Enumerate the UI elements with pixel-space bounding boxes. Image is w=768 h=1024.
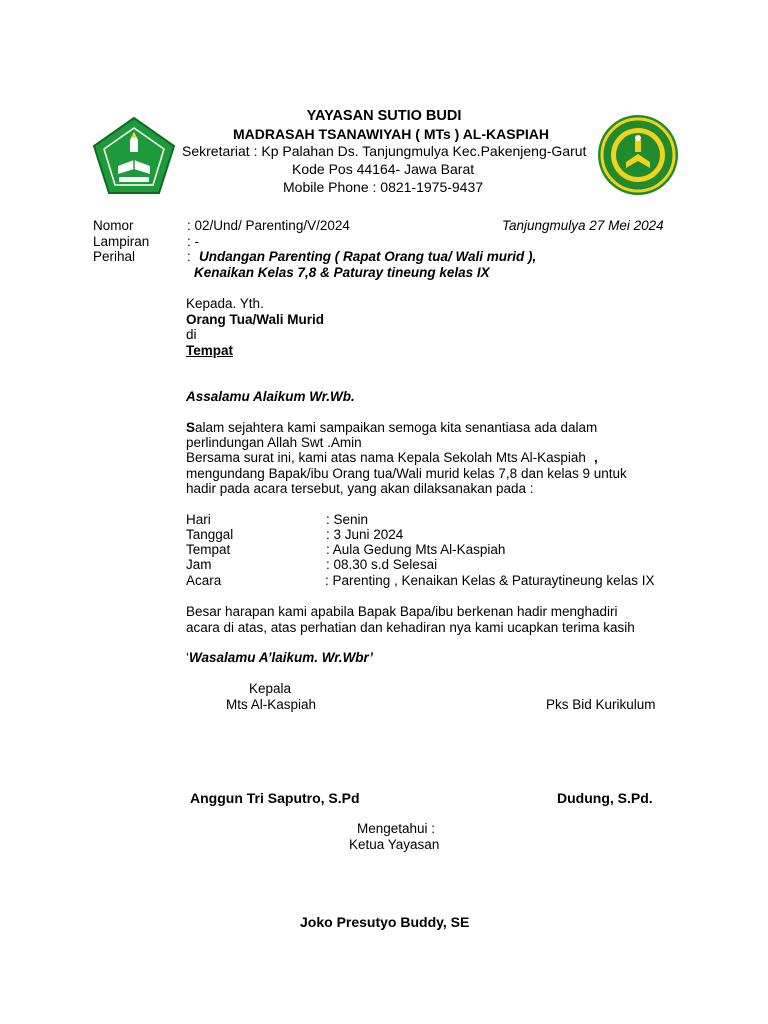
nomor-value: : 02/Und/ Parenting/V/2024: [187, 218, 350, 233]
closing-quote: ‘: [186, 650, 189, 665]
detail-tanggal-value: : 3 Juni 2024: [326, 527, 404, 542]
closing-text: Wasalamu A’laikum. Wr.Wbr’: [189, 650, 374, 665]
postal-line: Kode Pos 44164- Jawa Barat: [292, 161, 475, 177]
phone-line: Mobile Phone : 0821-1975-9437: [283, 179, 484, 195]
di-text: di: [186, 327, 197, 342]
paragraph-2-comma: ,: [593, 450, 598, 465]
address-line: Sekretariat : Kp Palahan Ds. Tanjungmulya Kec.Pakenjeng-Garut: [182, 143, 587, 159]
chair-signer-name: Joko Presutyo Buddy, SE: [300, 914, 470, 930]
left-signer-title-2: Mts Al-Kaspiah: [226, 697, 317, 712]
acknowledge-line-2: Ketua Yayasan: [349, 837, 440, 852]
paragraph-1-line-2: perlindungan Allah Swt .Amin: [186, 435, 362, 450]
detail-tempat-value: : Aula Gedung Mts Al-Kaspiah: [326, 542, 506, 557]
greeting: Assalamu Alaikum Wr.Wb.: [186, 389, 355, 404]
kepada-text: Kepada. Yth.: [186, 296, 264, 311]
detail-hari-value: : Senin: [326, 512, 369, 527]
detail-jam-label: Jam: [186, 557, 212, 572]
paragraph-2-line-1: [186, 450, 598, 465]
tempat-text: Tempat: [186, 343, 234, 358]
foundation-name: YAYASAN SUTIO BUDI: [306, 108, 462, 124]
acknowledge-line-1: Mengetahui :: [357, 821, 436, 836]
perihal-line-1: Undangan Parenting ( Rapat Orang tua/ Wali murid ),: [199, 249, 537, 264]
detail-tanggal-label: Tanggal: [186, 527, 234, 542]
perihal-colon: :: [187, 249, 191, 264]
yayasan-emblem-icon: [594, 114, 682, 196]
paragraph-1-line-1: [186, 420, 597, 435]
letter-date: Tanjungmulya 27 Mei 2024: [502, 218, 664, 233]
detail-acara-label: Acara: [186, 573, 222, 588]
recipient-name: Orang Tua/Wali Murid: [186, 312, 324, 327]
detail-jam-value: : 08.30 s.d Selesai: [326, 557, 438, 572]
detail-hari-label: Hari: [186, 512, 211, 527]
drop-cap: S: [186, 420, 196, 435]
lampiran-label: Lampiran: [93, 234, 150, 249]
right-signer-title: Pks Bid Kurikulum: [546, 697, 656, 712]
perihal-line-2: Kenaikan Kelas 7,8 & Paturay tineung kelas IX: [194, 265, 490, 280]
school-name: MADRASAH TSANAWIYAH ( MTs ) AL-KASPIAH: [233, 126, 550, 142]
right-signer-name: Dudung, S.Pd.: [557, 790, 653, 806]
paragraph-3-line-1: Besar harapan kami apabila Bapak Bapa/ibu berkenan hadir menghadiri: [186, 604, 618, 619]
paragraph-1-line-1-text: alam sejahtera kami sampaikan semoga kita senantiasa ada dalam: [195, 420, 598, 435]
left-signer-name: Anggun Tri Saputro, S.Pd: [190, 790, 360, 806]
lampiran-value: : -: [187, 234, 199, 249]
paragraph-3-line-2: acara di atas, atas perhatian dan kehadiran nya kami ucapkan terima kasih: [186, 620, 635, 635]
madrasah-emblem-icon: [92, 116, 176, 196]
perihal-label: Perihal: [93, 249, 136, 264]
detail-tempat-label: Tempat: [186, 542, 231, 557]
detail-acara-value: : Parenting , Kenaikan Kelas & Paturaytineung kelas IX: [325, 573, 655, 588]
left-signer-title-1: Kepala: [249, 681, 292, 696]
paragraph-2-line-2: mengundang Bapak/ibu Orang tua/Wali murid kelas 7,8 dan kelas 9 untuk: [186, 466, 627, 481]
closing-greeting: [186, 650, 373, 665]
paragraph-2-line-3: hadir pada acara tersebut, yang akan dilaksanakan pada :: [186, 481, 534, 496]
nomor-label: Nomor: [93, 218, 134, 233]
paragraph-2-line-1-text: Bersama surat ini, kami atas nama Kepala Sekolah Mts Al-Kaspiah: [186, 450, 586, 465]
